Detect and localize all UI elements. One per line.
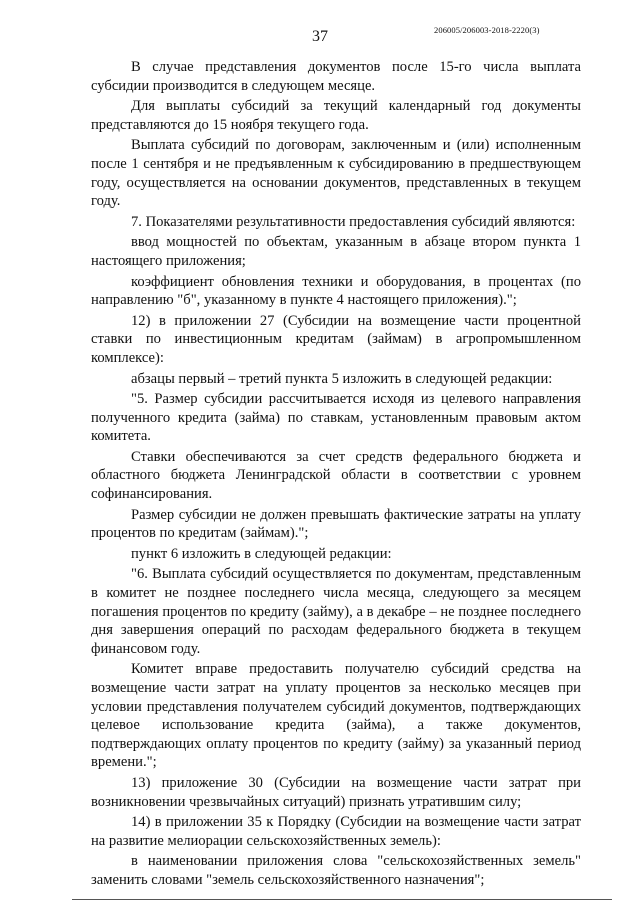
paragraph: Ставки обеспечиваются за счет средств федерального бюджета и областного бюджета Ленинградской области в соответствии с уровнем софинансирования. [91, 448, 581, 503]
paragraph: "6. Выплата субсидий осуществляется по документам, представленным в комитет не позднее последнего числа месяца, следующего за месяцем погашения процентов по кредиту (займу), а в декабре – не позднее последнего дня завершения операций по расходам федерального бюджета в текущем финансовом году. [91, 566, 581, 657]
paragraph: в наименовании приложения слова "сельскохозяйственных земель" заменить словами "земель сельскохозяйственного назначения"; [91, 853, 581, 888]
paragraph: пункт 6 изложить в следующей редакции: [131, 545, 392, 562]
document-body [91, 58, 581, 890]
paragraph: "5. Размер субсидии рассчитывается исходя из целевого направления полученного кредита (займа) по ставкам, установленным правовым актом комитета. [91, 391, 581, 445]
paragraph: В случае представления документов после 15-го числа выплата субсидии производится в следующем месяце. [91, 59, 581, 94]
paragraph: 13) приложение 30 (Субсидии на возмещение части затрат при возникновении чрезвычайных ситуаций) признать утратившим силу; [91, 774, 581, 810]
bottom-divider [72, 899, 612, 900]
document-code: 206005/206003-2018-2220(3) [434, 25, 540, 35]
paragraph: Выплата субсидий по договорам, заключенным и (или) исполненным после 1 сентября и не предъявленным к субсидированию в предшествующем году, осуществляется на основании документов, представленных в текущем году. [91, 137, 581, 210]
paragraph: абзацы первый – третий пункта 5 изложить в следующей редакции: [131, 370, 553, 387]
paragraph: Для выплаты субсидий за текущий календарный год документы представляются до 15 ноября текущего года. [91, 98, 581, 133]
paragraph: 7. Показателями результативности предоставления субсидий являются: [131, 213, 576, 230]
page-number: 37 [312, 28, 328, 45]
paragraph: ввод мощностей по объектам, указанным в абзаце втором пункта 1 настоящего приложения; [91, 234, 581, 269]
paragraph: 12) в приложении 27 (Субсидии на возмещение части процентной ставки по инвестиционным кредитам (займам) в агропромышленном комплексе): [91, 312, 581, 366]
paragraph: Комитет вправе предоставить получателю субсидий средства на возмещение части затрат на уплату процентов за несколько месяцев при условии представления получателем субсидий документов, подтверждающих целевое использование кредита (займа), а также документов, подтверждающих оплату процентов по кредиту (займу) за указанный период времени."; [91, 661, 581, 771]
paragraph: коэффициент обновления техники и оборудования, в процентах (по направлению "б", указанному в пункте 4 настоящего приложения)."; [91, 273, 581, 309]
paragraph: 14) в приложении 35 к Порядку (Субсидии на возмещение части затрат на развитие мелиорации сельскохозяйственных земель): [91, 814, 581, 849]
paragraph: Размер субсидии не должен превышать фактические затраты на уплату процентов по кредитам (займам)."; [91, 506, 581, 542]
